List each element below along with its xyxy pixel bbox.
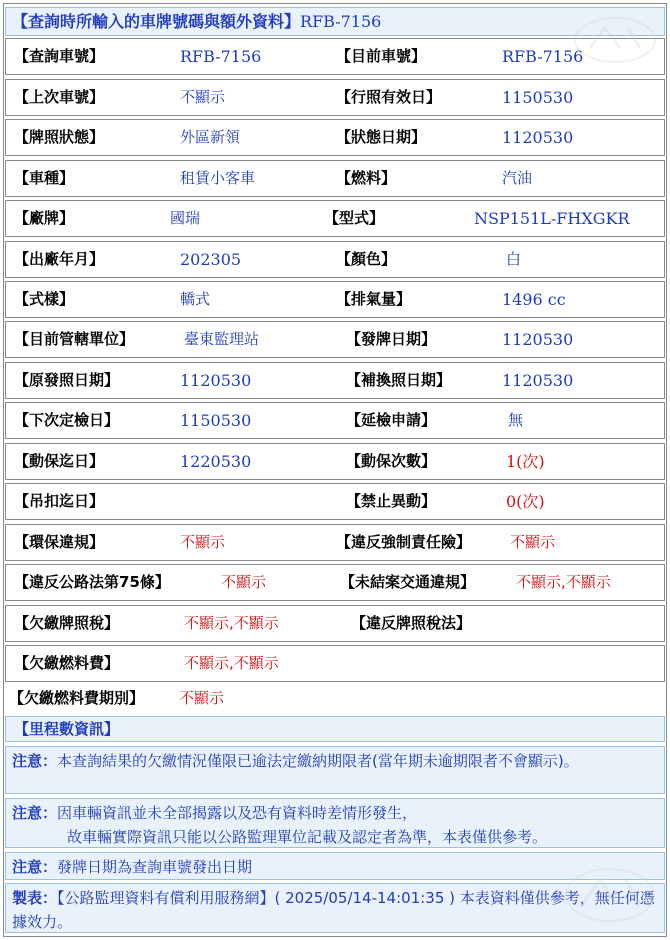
value-vehicle-type: 租賃小客車 — [180, 169, 256, 187]
label-unpaid-license-tax: 【欠繳牌照稅】 — [14, 614, 120, 632]
label-open-traffic-violations: 【未結案交通違規】 — [340, 573, 476, 591]
value-reissue-date: 1120530 — [502, 371, 574, 390]
value-previous-plate: 不顯示 — [180, 88, 226, 106]
note-arrears — [5, 746, 665, 794]
note-text: 本查詢結果的欠繳情況僅限已逾法定繳納期限者(當年期未逾期限者不會顯示)。 — [57, 752, 579, 770]
label-suspension-end-date: 【吊扣迄日】 — [14, 492, 105, 510]
info-row-current-plate — [5, 38, 665, 75]
info-row-inspection — [5, 402, 665, 439]
label-issue-date: 【發牌日期】 — [346, 330, 437, 348]
note-prefix: 注意： — [12, 858, 58, 876]
value-jurisdiction: 臺東監理站 — [184, 330, 260, 348]
label-jurisdiction: 【目前管轄單位】 — [14, 330, 135, 348]
label-license-valid-date: 【行照有效日】 — [336, 88, 442, 106]
value-manufacture-date: 202305 — [180, 250, 242, 269]
value-displacement: 1496 cc — [502, 290, 566, 309]
note-prefix: 注意： — [12, 752, 58, 770]
label-query-plate: 【查詢車號】 — [14, 47, 105, 65]
report-title: 【查詢時所輸入的車牌號碼與額外資料】 — [12, 12, 301, 31]
label-plate-status: 【牌照狀態】 — [14, 128, 105, 146]
value-unpaid-fuel-fee-period: 不顯示 — [179, 689, 225, 707]
value-issue-date: 1120530 — [502, 330, 574, 349]
footer-text: 【公路監理資料有償利用服務網】( 2025/05/14-14:01:35 ) 本表資料僅供參考，無任何憑據效力。 — [12, 889, 655, 931]
label-unpaid-fuel-fee: 【欠繳燃料費】 — [14, 654, 120, 672]
note-prefix: 注意： — [12, 804, 58, 822]
value-body-style: 轎式 — [180, 290, 211, 308]
value-original-license-date: 1120530 — [180, 371, 252, 390]
label-highway-law-violation: 【違反公路法第75條】 — [14, 573, 170, 591]
value-inspection-extension: 無 — [508, 411, 524, 429]
label-lien-count: 【動保次數】 — [346, 452, 437, 470]
info-row-body-style — [5, 281, 665, 318]
value-environmental-violation: 不顯示 — [180, 533, 226, 551]
info-row-manufacture — [5, 241, 665, 278]
label-brand: 【廠牌】 — [14, 209, 75, 227]
info-row-suspension — [5, 483, 665, 520]
info-row-fuel-fee — [5, 645, 665, 682]
value-brand: 國瑞 — [170, 209, 201, 227]
info-row-highway-law — [5, 564, 665, 601]
label-insurance-violation: 【違反強制責任險】 — [336, 533, 472, 551]
label-reissue-date: 【補換照日期】 — [346, 371, 452, 389]
value-current-plate: RFB-7156 — [502, 47, 584, 66]
label-unpaid-fuel-fee-period: 【欠繳燃料費期別】 — [9, 689, 145, 707]
mileage-section-header: 【里程數資訊】 — [5, 716, 665, 742]
report-title-plate: RFB-7156 — [300, 12, 382, 31]
label-license-tax-violation: 【違反牌照稅法】 — [351, 614, 472, 632]
info-row-jurisdiction — [5, 321, 665, 358]
watermark-logo-top — [570, 10, 660, 70]
info-row-vehicle-type — [5, 160, 665, 197]
label-transfer-ban: 【禁止異動】 — [346, 492, 437, 510]
value-query-plate: RFB-7156 — [180, 47, 262, 66]
note-line-1: 因車輛資訊並未全部揭露以及恐有資料時差情形發生， — [57, 804, 418, 822]
label-displacement: 【排氣量】 — [336, 290, 412, 308]
info-row-previous-plate — [5, 79, 665, 116]
label-manufacture-date: 【出廠年月】 — [14, 250, 105, 268]
label-original-license-date: 【原發照日期】 — [14, 371, 120, 389]
info-row-license-tax — [5, 605, 665, 642]
info-row-original-license — [5, 362, 665, 399]
value-unpaid-fuel-fee: 不顯示,不顯示 — [184, 654, 279, 672]
value-next-inspection: 1150530 — [180, 411, 252, 430]
info-row-plate-status — [5, 119, 665, 156]
label-status-date: 【狀態日期】 — [336, 128, 427, 146]
value-open-traffic-violations: 不顯示,不顯示 — [516, 573, 611, 591]
value-lien-count: 1(次) — [506, 452, 545, 471]
label-fuel: 【燃料】 — [336, 169, 397, 187]
label-lien-end-date: 【動保迄日】 — [14, 452, 105, 470]
footer-prefix: 製表： — [12, 889, 58, 907]
label-next-inspection: 【下次定檢日】 — [14, 411, 120, 429]
report-title-bar — [5, 7, 665, 36]
value-unpaid-license-tax: 不顯示,不顯示 — [184, 614, 279, 632]
value-highway-law-violation: 不顯示 — [221, 573, 267, 591]
info-row-environmental — [5, 524, 665, 561]
label-color: 【顏色】 — [336, 250, 397, 268]
value-plate-status: 外區新領 — [180, 128, 241, 146]
label-current-plate: 【目前車號】 — [336, 47, 427, 65]
info-row-fuel-fee-period — [5, 686, 665, 711]
value-transfer-ban: 0(次) — [506, 492, 545, 511]
value-status-date: 1120530 — [502, 128, 574, 147]
label-model: 【型式】 — [324, 209, 385, 227]
note-text: 發牌日期為查詢車號發出日期 — [57, 858, 253, 876]
note-disclaimer — [5, 798, 665, 848]
label-body-style: 【式樣】 — [14, 290, 75, 308]
info-row-brand — [5, 200, 665, 237]
value-fuel: 汽油 — [502, 169, 533, 187]
note-line-2: 故車輛實際資訊只能以公路監理單位記載及認定者為準，本表僅供參考。 — [67, 828, 548, 846]
info-row-lien — [5, 443, 665, 480]
label-environmental-violation: 【環保違規】 — [14, 533, 105, 551]
label-vehicle-type: 【車種】 — [14, 169, 75, 187]
watermark-logo-bottom — [560, 860, 660, 930]
value-lien-end-date: 1220530 — [180, 452, 252, 471]
value-insurance-violation: 不顯示 — [510, 533, 556, 551]
value-license-valid-date: 1150530 — [502, 88, 574, 107]
label-inspection-extension: 【延檢申請】 — [346, 411, 437, 429]
label-previous-plate: 【上次車號】 — [14, 88, 105, 106]
value-model: NSP151L-FHXGKR — [474, 209, 630, 228]
value-color: 白 — [506, 250, 522, 268]
